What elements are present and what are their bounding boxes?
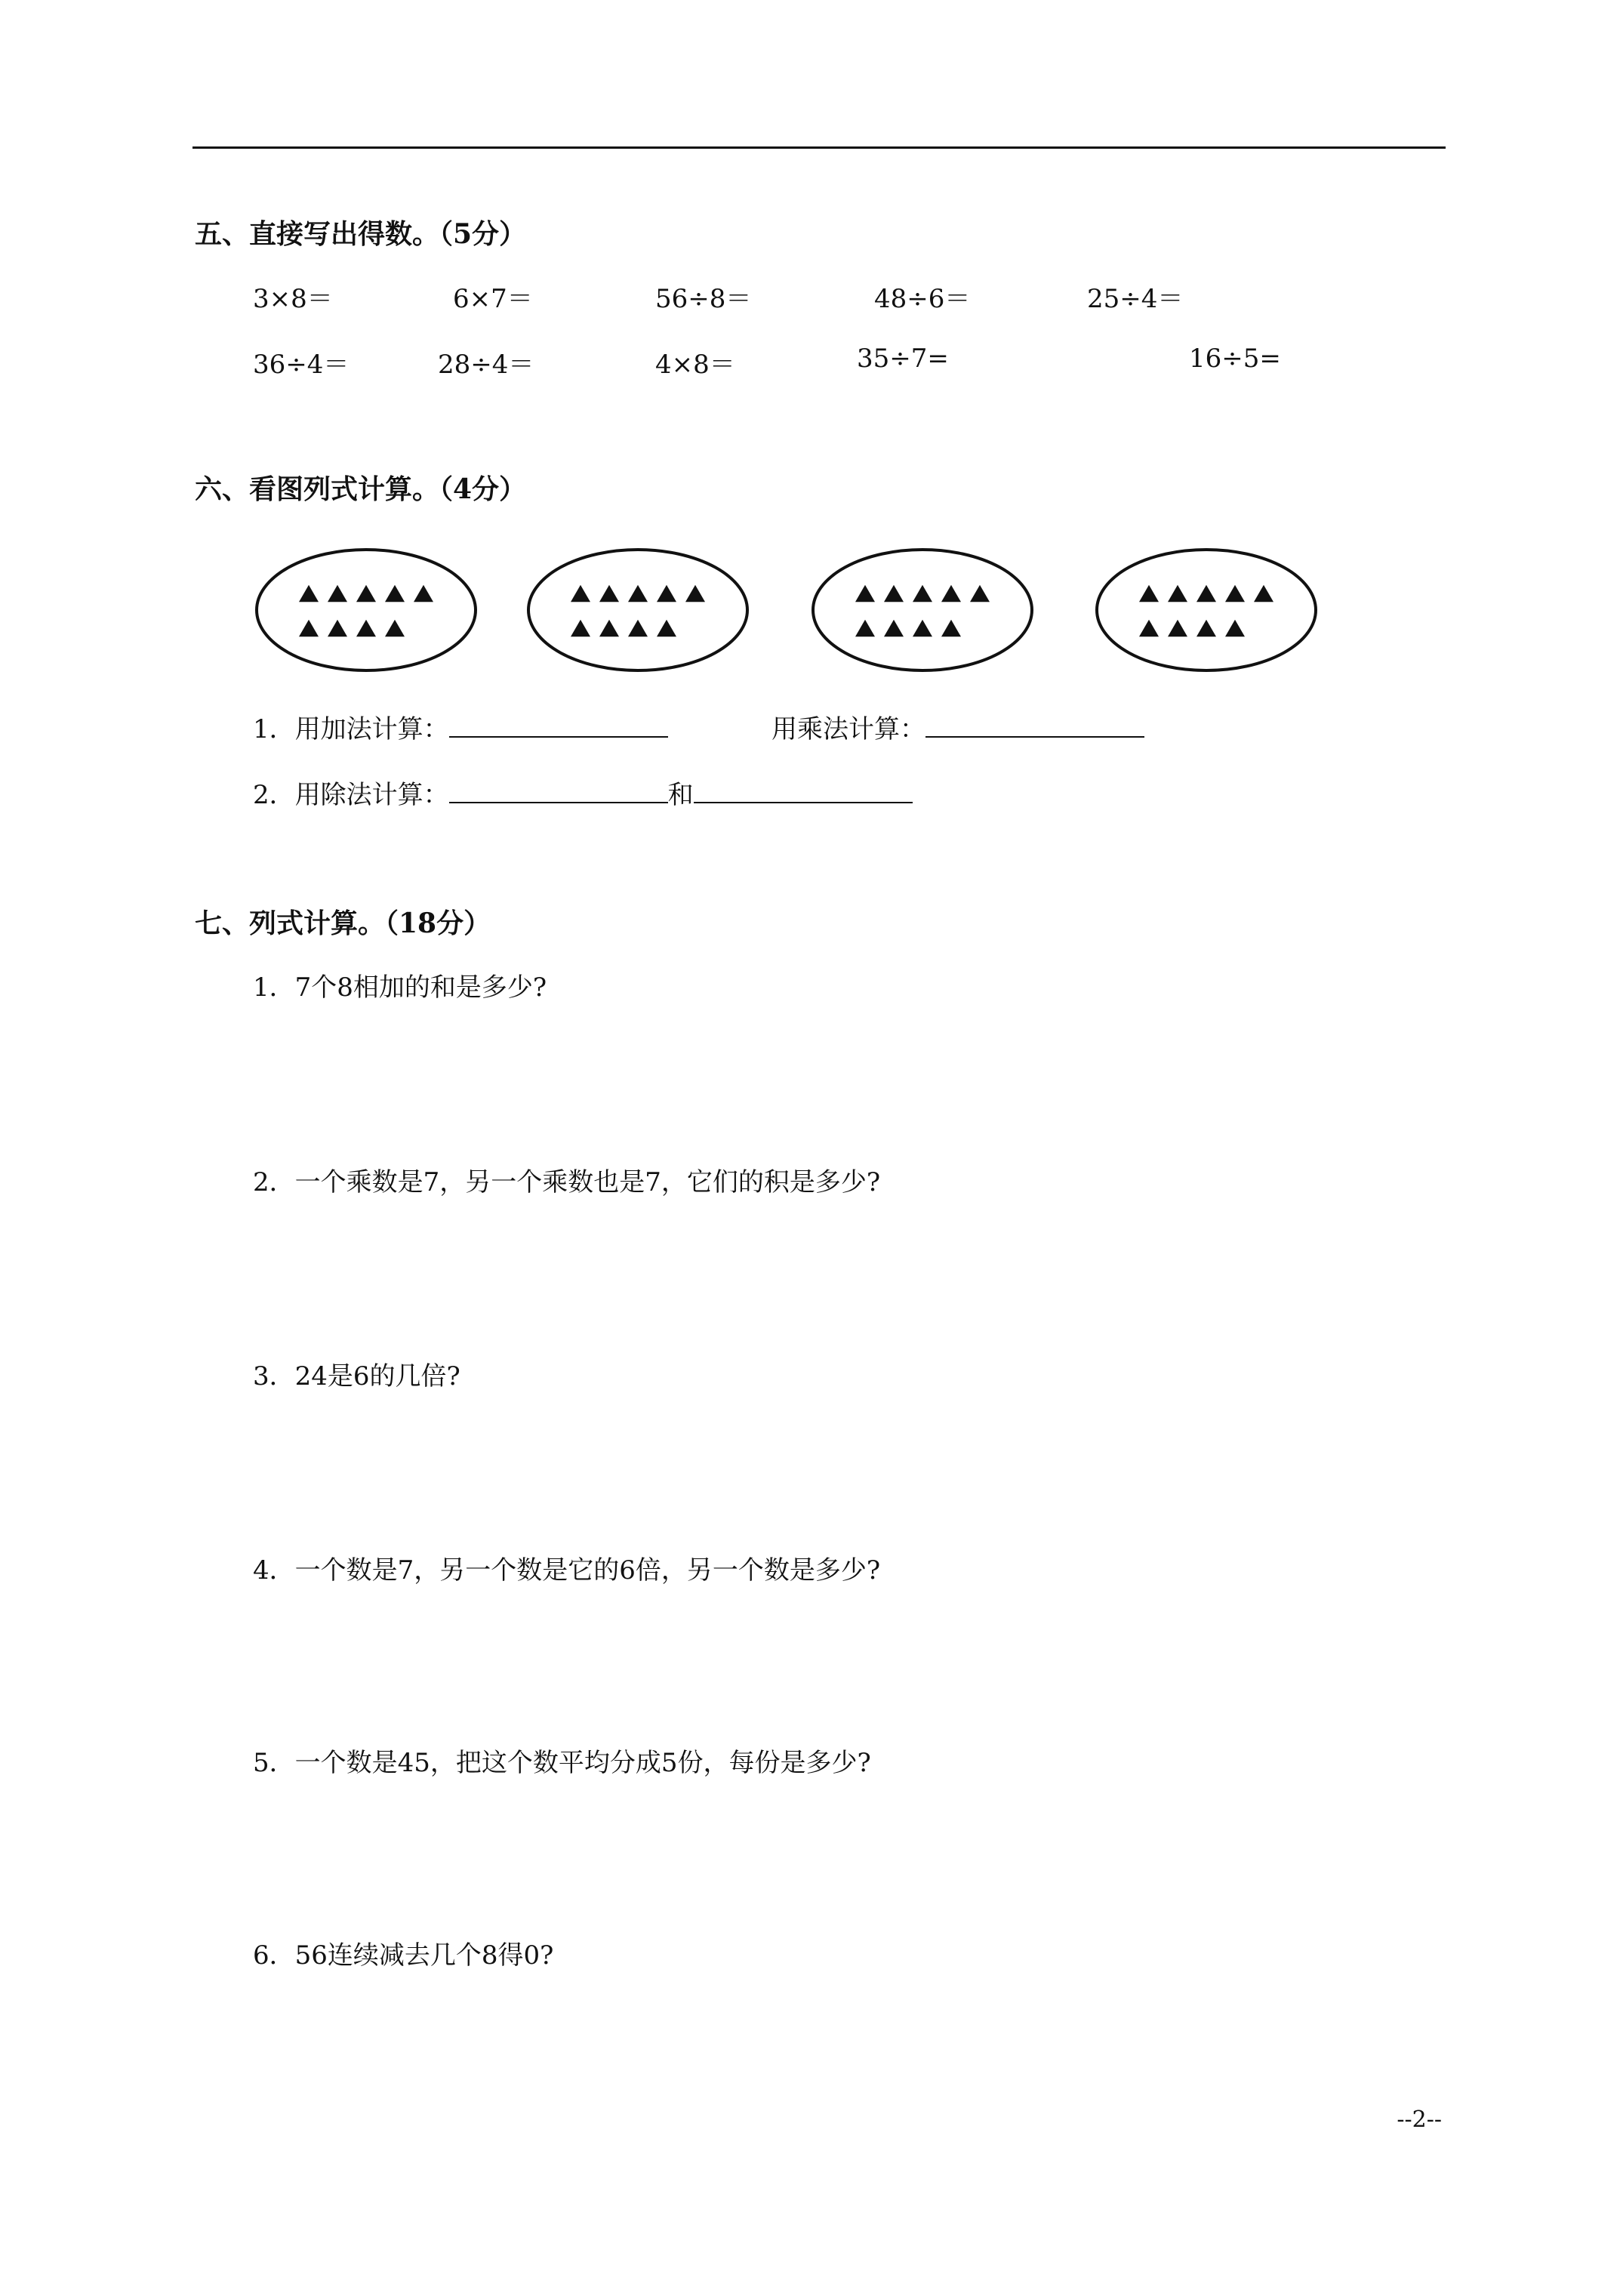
calc-item: 48÷6＝ — [874, 284, 971, 314]
header-rule — [192, 146, 1446, 149]
triangle-icon — [970, 585, 990, 603]
triangle-icon — [941, 620, 961, 637]
section-7-title: 七、列式计算。（18分） — [195, 908, 491, 939]
triangle-icon — [385, 620, 405, 637]
triangle-icon — [571, 620, 590, 637]
triangle-icon — [1168, 620, 1187, 637]
question-6-1-multiply — [771, 708, 1144, 745]
triangle-icon — [628, 585, 648, 603]
triangle-icon — [941, 585, 961, 603]
word-problem-1: 1．7个8相加的和是多少? — [253, 972, 547, 1003]
oval-outline — [813, 550, 1032, 670]
oval-outline — [528, 550, 747, 670]
triangle-group — [257, 550, 476, 670]
triangle-groups-figure — [249, 536, 1344, 680]
triangle-icon — [385, 585, 405, 603]
word-problem-3: 3．24是6的几倍? — [253, 1361, 460, 1391]
question-6-2 — [253, 774, 913, 811]
triangle-icon — [328, 620, 347, 637]
triangle-icon — [299, 585, 319, 603]
triangle-icon — [1225, 620, 1245, 637]
word-problem-2: 2．一个乘数是7，另一个乘数也是7，它们的积是多少? — [253, 1167, 881, 1197]
triangle-icon — [685, 585, 705, 603]
triangle-icon — [571, 585, 590, 603]
triangle-icon — [599, 620, 619, 637]
triangle-group — [1097, 550, 1316, 670]
multiplication-label: 用乘法计算： — [771, 714, 925, 744]
addition-answer-blank[interactable] — [449, 715, 668, 738]
triangle-icon — [855, 585, 875, 603]
triangle-icon — [356, 620, 376, 637]
triangle-icon — [1225, 585, 1245, 603]
addition-label: 1．用加法计算： — [253, 714, 449, 744]
calc-item: 16÷5= — [1189, 344, 1281, 374]
triangle-group — [528, 550, 747, 670]
calc-item: 6×7＝ — [453, 284, 533, 314]
oval-outline — [1097, 550, 1316, 670]
triangle-icon — [299, 620, 319, 637]
triangle-icon — [1196, 585, 1216, 603]
calc-item: 56÷8＝ — [655, 284, 752, 314]
triangle-icon — [1139, 620, 1159, 637]
calc-item: 28÷4＝ — [438, 350, 534, 380]
triangle-icon — [628, 620, 648, 637]
triangle-icon — [414, 585, 433, 603]
triangle-icon — [657, 620, 676, 637]
calc-item: 3×8＝ — [253, 284, 333, 314]
calc-item: 36÷4＝ — [253, 350, 350, 380]
page-number: --2-- — [1397, 2106, 1442, 2133]
triangle-icon — [913, 585, 932, 603]
oval-outline — [257, 550, 476, 670]
calc-item: 4×8＝ — [655, 350, 735, 380]
triangle-icon — [599, 585, 619, 603]
word-problem-5: 5．一个数是45，把这个数平均分成5份，每份是多少? — [253, 1748, 871, 1778]
triangle-icon — [1139, 585, 1159, 603]
triangle-icon — [913, 620, 932, 637]
and-label: 和 — [667, 780, 694, 810]
triangle-icon — [1196, 620, 1216, 637]
division-answer-blank-2[interactable] — [694, 781, 913, 803]
division-answer-blank-1[interactable] — [449, 781, 668, 803]
triangle-icon — [356, 585, 376, 603]
word-problem-6: 6．56连续减去几个8得0? — [253, 1940, 554, 1971]
triangle-icon — [1254, 585, 1273, 603]
section-5-title: 五、直接写出得数。（5分） — [195, 218, 527, 250]
triangle-icon — [884, 585, 904, 603]
multiplication-answer-blank[interactable] — [925, 715, 1144, 738]
triangle-icon — [855, 620, 875, 637]
calc-item: 25÷4＝ — [1087, 284, 1184, 314]
triangle-icon — [884, 620, 904, 637]
word-problem-4: 4．一个数是7，另一个数是它的6倍，另一个数是多少? — [253, 1555, 881, 1586]
calc-item: 35÷7= — [857, 344, 949, 374]
triangle-icon — [1168, 585, 1187, 603]
section-6-title: 六、看图列式计算。（4分） — [195, 473, 527, 505]
division-label: 2．用除法计算： — [253, 780, 449, 810]
triangle-icon — [657, 585, 676, 603]
triangle-group — [813, 550, 1032, 670]
triangle-icon — [328, 585, 347, 603]
question-6-1 — [253, 708, 668, 745]
